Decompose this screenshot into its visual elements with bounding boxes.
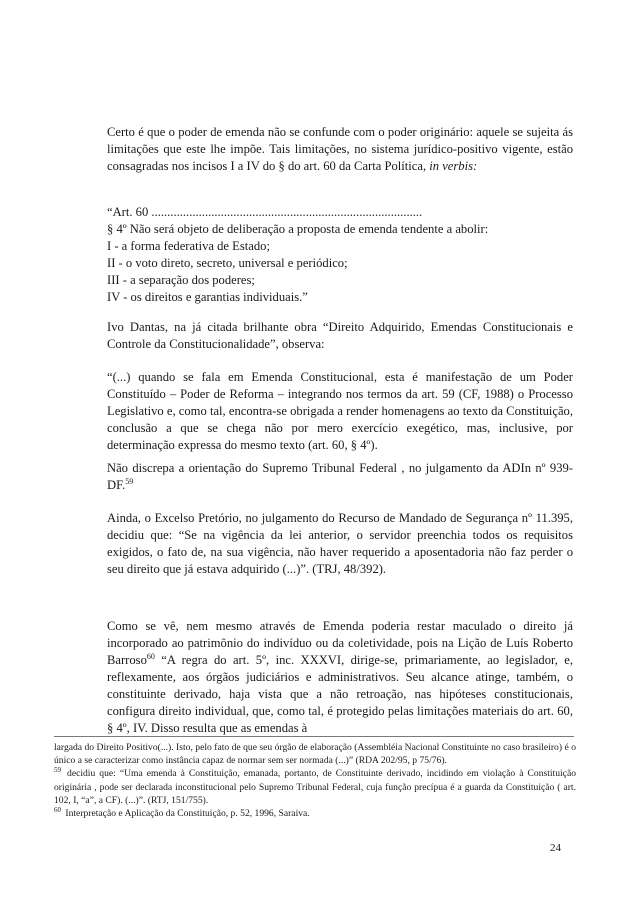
paragraph-barroso (107, 618, 573, 737)
paragraph-text: “A regra do art. 5º, inc. XXXVI, dirige-se, primariamente, ao legislador, e, reflexamente, aos órgãos judiciários e administrativos. Seu alcance atinge, também, o constituinte derivado, haja vista que a não retroação, nas hipóteses constitucionais, configura direito individual, que, como tal, é protegido pelas limitações materiais do art. 60, § 4º, IV. Disso resulta que as emendas à (107, 653, 573, 735)
page-number: 24 (550, 842, 561, 854)
paragraph-text: “(...) quando se fala em Emenda Constitucional, esta é manifestação de um Poder Constituído – Poder de Reforma – integrando nos termos da art. 59 (CF, 1988) o Processo Legislativo e, como tal, encontra-se obrigada a render homenagens ao texto da Constituição, conclusão a que se chega não por mero exercício exegético, mas, inclusive, por determinação expressa do mesmo texto (art. 60, § 4º). (107, 370, 573, 452)
quote-line: III - a separação dos poderes; (107, 273, 255, 287)
quote-line: “Art. 60 ...................................................................................... (107, 205, 423, 219)
latin-phrase: in verbis: (429, 159, 478, 173)
footnote-ref-60: 60 (146, 651, 155, 661)
footnote-number: 59 (54, 766, 61, 775)
footnote-number: 60 (54, 805, 61, 814)
paragraph-stf (107, 460, 573, 494)
footnote-60 (54, 807, 576, 820)
paragraph-text: Ainda, o Excelso Pretório, no julgamento do Recurso de Mandado de Segurança nº 11.395, decidiu que: “Se na vigência da lei anterior, o servidor preenchia todos os requisitos exigidos, o fato de, na sua vigência, não haver requerido a aposentadoria não faz perder o seu direito que já estava adquirido (...)”. (TRJ, 48/392). (107, 511, 573, 576)
paragraph-limitations (107, 124, 573, 175)
footnotes (54, 741, 576, 820)
quote-line: IV - os direitos e garantias individuais.” (107, 290, 308, 304)
footnote-ref-59: 59 (125, 476, 134, 486)
footnote-divider (54, 736, 574, 737)
paragraph-text: Certo é que o poder de emenda não se confunde com o poder originário: aquele se sujeita ás limitações que este lhe impõe. Tais limitações, no sistema jurídico-positivo vigente, estão consagradas nos incisos I a IV do § do art. 60 da Carta Política, (107, 125, 573, 173)
quote-line: II - o voto direto, secreto, universal e periódico; (107, 256, 348, 270)
footnote-continued: largada do Direito Positivo(...). Isto, pelo fato de que seu órgão de elaboração (Assembléia Nacional Constituinte no caso brasileiro) é o único a se caracterizar como instância capaz de normar sem ser normada (...)” (RDA 202/95, p 75/76). (54, 742, 576, 767)
footnote-59 (54, 767, 576, 807)
quote-line: I - a forma federativa de Estado; (107, 239, 270, 253)
paragraph-excelso-pretorio (107, 510, 573, 578)
quote-line: § 4º Não será objeto de deliberação a proposta de emenda tendente a abolir: (107, 222, 489, 236)
paragraph-text: Não discrepa a orientação do Supremo Tribunal Federal , no julgamento da ADIn nº 939-DF. (107, 461, 573, 492)
constitution-quote (107, 204, 573, 306)
paragraph-text: Ivo Dantas, na já citada brilhante obra “Direito Adquirido, Emendas Constitucionais e Controle da Constitucionalidade”, observa: (107, 320, 573, 351)
paragraph-ivo-dantas (107, 319, 573, 353)
paragraph-quote-emenda (107, 369, 573, 454)
footnote-text: Interpretação e Aplicação da Constituição, p. 52, 1996, Saraiva. (63, 808, 310, 820)
paragraph-text: Como se vê, nem mesmo através de Emenda poderia restar maculado o direito já incorporado ao patrimônio do indivíduo ou da coletividade, pois na Lição de Luís Roberto Barroso (107, 619, 573, 667)
footnote-text: decidiu que: “Uma emenda à Constituição, emanada, portanto, de Constituinte derivado, incidindo em violação à Constituição originária , pode ser declarada inconstitucional pelo Supremo Tribunal Federal, cuja função precípua é a guarda da Constituição ( art. 102, I, “a”, a CF). (...)”. (RTJ, 151/755). (54, 768, 576, 806)
